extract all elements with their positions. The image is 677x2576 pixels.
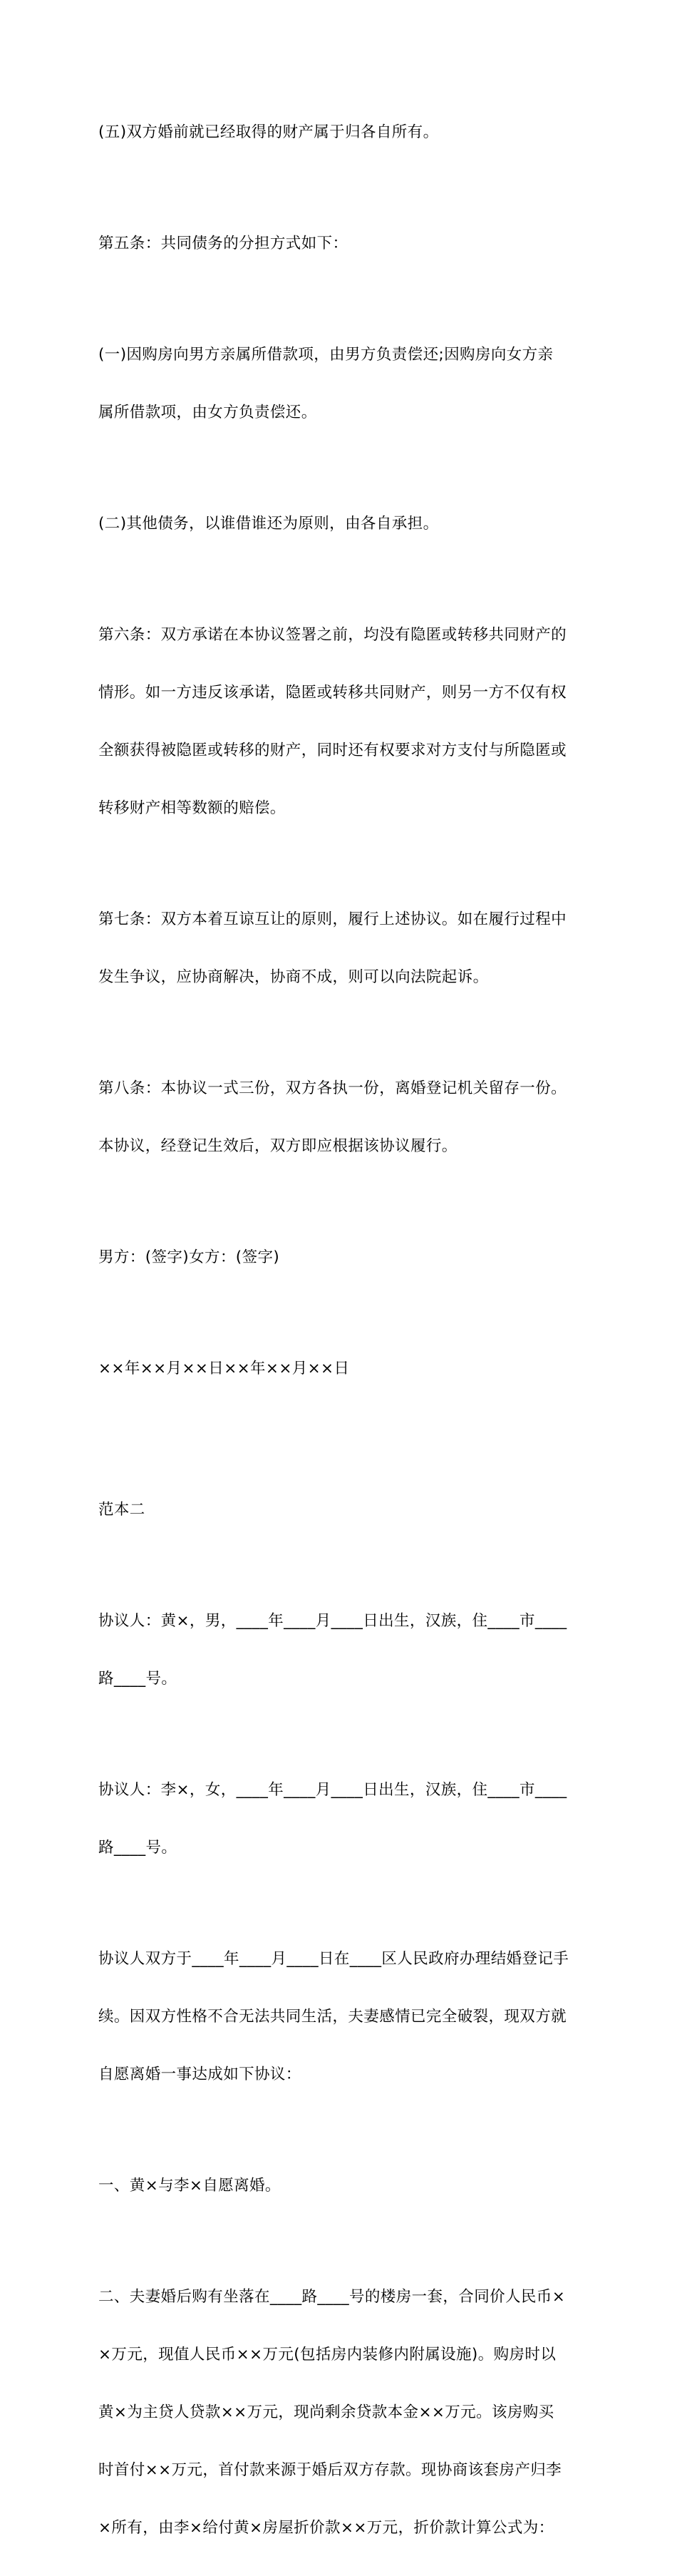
text-line: 第八条：本协议一式三份，双方各执一份，离婚登记机关留存一份。 bbox=[98, 1079, 567, 1097]
text-line: 男方：(签字)女方：(签字) bbox=[98, 1248, 280, 1266]
text-line: 第五条：共同债务的分担方式如下： bbox=[98, 235, 348, 252]
paragraph-item-1 bbox=[98, 2138, 582, 2234]
text-line: 二、夫妻婚后购有坐落在____路____号的楼房一套，合同价人民币× bbox=[98, 2288, 566, 2306]
text-line: ×所有，由李×给付黄×房屋折价款××万元，折价款计算公式为： bbox=[98, 2519, 554, 2537]
text-line: 时首付××万元，首付款来源于婚后双方存款。现协商该套房产归李 bbox=[98, 2461, 562, 2479]
paragraph-article-7 bbox=[98, 871, 582, 1025]
text-line: (五)双方婚前就已经取得的财产属于归各自所有。 bbox=[98, 123, 439, 141]
text-line: 路____号。 bbox=[98, 1839, 177, 1857]
text-line: (二)其他债务，以谁借谁还为原则，由各自承担。 bbox=[98, 515, 439, 533]
text-line: 发生争议，应协商解决，协商不成，则可以向法院起诉。 bbox=[98, 968, 489, 986]
paragraph-debt-clause-2 bbox=[98, 476, 582, 572]
section-title-template-2 bbox=[98, 1462, 582, 1558]
text-line: 黄×为主贷人贷款××万元，现尚剩余贷款本金××万元。该房购买 bbox=[98, 2403, 554, 2421]
paragraph-preamble bbox=[98, 1911, 582, 2123]
text-line: 一、黄×与李×自愿离婚。 bbox=[98, 2177, 281, 2195]
text-line: 路____号。 bbox=[98, 1670, 177, 1688]
paragraph-debt-clause-1 bbox=[98, 307, 582, 461]
text-line: 协议人双方于____年____月____日在____区人民政府办理结婚登记手 bbox=[98, 1950, 569, 1968]
text-line: (一)因购房向男方亲属所借款项，由男方负责偿还;因购房向女方亲 bbox=[98, 346, 554, 364]
text-line: 本协议，经登记生效后，双方即应根据该协议履行。 bbox=[98, 1137, 458, 1155]
text-line: 自愿离婚一事达成如下协议： bbox=[98, 2066, 301, 2083]
paragraph-property-clause-5 bbox=[98, 84, 582, 180]
paragraph-article-6 bbox=[98, 587, 582, 856]
paragraph-party-li bbox=[98, 1742, 582, 1896]
text-line: 全额获得被隐匿或转移的财产，同时还有权要求对方支付与所隐匿或 bbox=[98, 742, 567, 759]
paragraph-signatures bbox=[98, 1209, 582, 1305]
text-line: 转移财产相等数额的赔偿。 bbox=[98, 799, 286, 817]
paragraph-party-huang bbox=[98, 1573, 582, 1727]
paragraph-item-2 bbox=[98, 2249, 582, 2576]
text-line: 第七条：双方本着互谅互让的原则，履行上述协议。如在履行过程中 bbox=[98, 910, 567, 928]
text-line: ×万元，现值人民币××万元(包括房内装修内附属设施)。购房时以 bbox=[98, 2346, 557, 2364]
text-line: ××年××月××日××年××月××日 bbox=[98, 1360, 350, 1377]
paragraph-article-5-heading bbox=[98, 195, 582, 292]
text-line: 协议人：黄×，男，____年____月____日出生，汉族，住____市____ bbox=[98, 1612, 567, 1630]
paragraph-dates bbox=[98, 1320, 582, 1417]
paragraph-article-8 bbox=[98, 1040, 582, 1194]
text-line: 范本二 bbox=[98, 1501, 145, 1519]
document-body bbox=[98, 84, 582, 2576]
text-line: 协议人：李×，女，____年____月____日出生，汉族，住____市____ bbox=[98, 1781, 567, 1799]
text-line: 第六条：双方承诺在本协议签署之前，均没有隐匿或转移共同财产的 bbox=[98, 626, 567, 644]
text-line: 情形。如一方违反该承诺，隐匿或转移共同财产，则另一方不仅有权 bbox=[98, 684, 567, 702]
text-line: 续。因双方性格不合无法共同生活，夫妻感情已完全破裂，现双方就 bbox=[98, 2008, 567, 2026]
text-line: 属所借款项，由女方负责偿还。 bbox=[98, 404, 317, 421]
